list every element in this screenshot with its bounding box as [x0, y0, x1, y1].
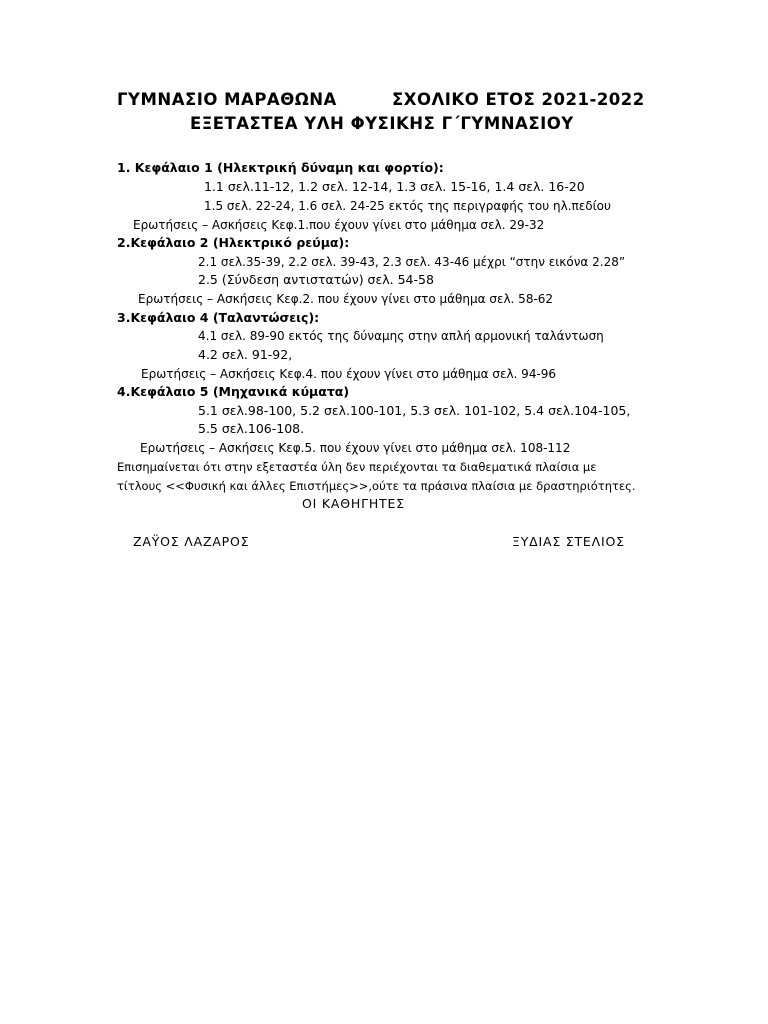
chapter-3-questions: Ερωτήσεις – Ασκήσεις Κεφ.4. που έχουν γίνει στο μάθημα σελ. 94-96: [141, 367, 557, 381]
chapter-2-title: 2.Κεφάλαιο 2 (Ηλεκτρικό ρεύμα):: [117, 235, 350, 250]
chapter-2-questions: Ερωτήσεις – Ασκήσεις Κεφ.2. που έχουν γίνει στο μάθημα σελ. 58-62: [138, 292, 554, 306]
chapter-4-line-2: 5.5 σελ.106-108.: [198, 421, 305, 436]
signature-right: ΞΥΔΙΑΣ ΣΤΕΛΙΟΣ: [512, 534, 625, 549]
chapter-1-line-2: 1.5 σελ. 22-24, 1.6 σελ. 24-25 εκτός της περιγραφής του ηλ.πεδίου: [204, 199, 611, 213]
school-year: ΣΧΟΛΙΚΟ ΕΤΟΣ 2021-2022: [392, 90, 645, 109]
chapter-3-line-1: 4.1 σελ. 89-90 εκτός της δύναμης στην απλή αρμονική ταλάντωση: [198, 329, 604, 343]
chapter-4-questions: Ερωτήσεις – Ασκήσεις Κεφ.5. που έχουν γίνει στο μάθημα σελ. 108-112: [140, 441, 571, 455]
note-line-2: τίτλους <<Φυσική και άλλες Επιστήμες>>,ούτε τα πράσινα πλαίσια με δραστηριότητες.: [117, 479, 636, 493]
chapter-4-line-1: 5.1 σελ.98-100, 5.2 σελ.100-101, 5.3 σελ. 101-102, 5.4 σελ.104-105,: [198, 403, 631, 418]
teachers-label: ΟΙ ΚΑΘΗΓΗΤΕΣ: [302, 496, 405, 511]
signature-left: ΖΑΫΟΣ ΛΑΖΑΡΟΣ: [133, 534, 250, 549]
chapter-1-line-1: 1.1 σελ.11-12, 1.2 σελ. 12-14, 1.3 σελ. 15-16, 1.4 σελ. 16-20: [204, 179, 585, 194]
page-title: ΕΞΕΤΑΣΤΕΑ ΥΛΗ ΦΥΣΙΚΗΣ Γ΄ΓΥΜΝΑΣΙΟΥ: [190, 114, 574, 133]
chapter-3-title: 3.Κεφάλαιο 4 (Ταλαντώσεις):: [117, 310, 320, 325]
chapter-4-title: 4.Κεφάλαιο 5 (Μηχανικά κύματα): [117, 384, 350, 399]
chapter-2-line-2: 2.5 (Σύνδεση αντιστατών) σελ. 54-58: [198, 272, 434, 287]
chapter-3-line-2: 4.2 σελ. 91-92,: [198, 347, 293, 362]
note-line-1: Επισημαίνεται ότι στην εξεταστέα ύλη δεν περιέχονται τα διαθεματικά πλαίσια με: [117, 460, 597, 474]
chapter-1-questions: Ερωτήσεις – Ασκήσεις Κεφ.1.που έχουν γίνει στο μάθημα σελ. 29-32: [133, 218, 545, 232]
school-name: ΓΥΜΝΑΣΙΟ ΜΑΡΑΘΩΝΑ: [117, 90, 337, 109]
chapter-2-line-1: 2.1 σελ.35-39, 2.2 σελ. 39-43, 2.3 σελ. 43-46 μέχρι “στην εικόνα 2.28”: [198, 255, 626, 269]
chapter-1-title: 1. Κεφάλαιο 1 (Ηλεκτρική δύναμη και φορτίο):: [117, 160, 444, 175]
